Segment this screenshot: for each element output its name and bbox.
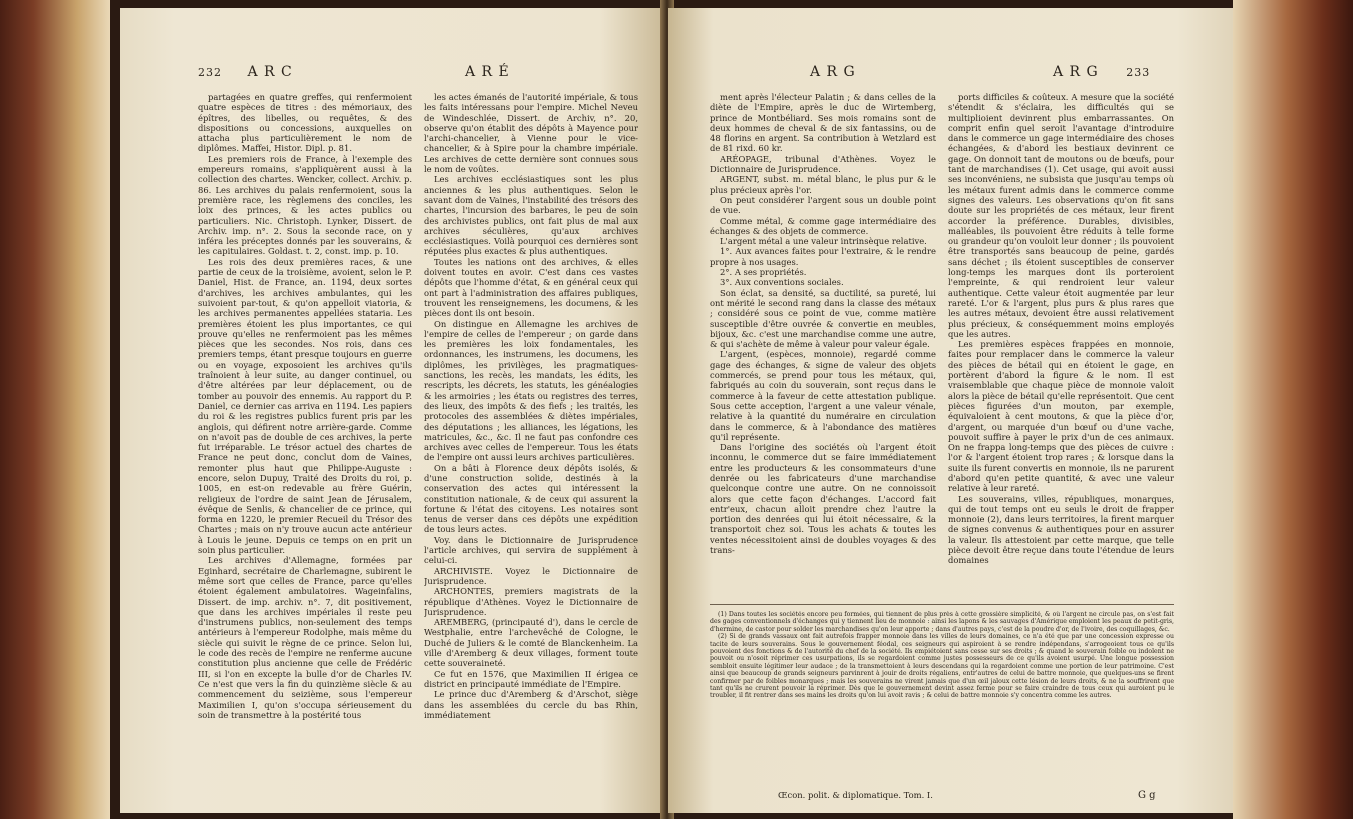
paragraph: On distingue en Allemagne les archives de l'empire de celles de l'empereur ; on garde dans les premières les loix fondamentales, les ordonnances, les instrumens, les documens, les diplômes, les privilèges, les pragmatiques-sanctions, les recès, les mandats, les édits, les rescripts, les décrets, les statuts, les généalogies & les armoiries ; les états ou registres des terres, des lieux, des impôts & des fiefs ; les traités, les protocoles des assemblées & diètes impériales, des députations ; les alliances, les légations, les matricules, &c., &c. Il ne faut pas confondre ces archives avec celles de l'empereur. Tous les états de l'empire ont aussi leurs archives particulières. — [424, 318, 638, 463]
paragraph: AREMBERG, (principauté d'), dans le cercle de Westphalie, entre l'archevêché de Cologne, le Duché de Juliers & le comté de Blanckenheim. La ville d'Aremberg & deux villages, forment toute cette souveraineté. — [424, 617, 638, 669]
paragraph: 2°. A ses propriétés. — [720, 267, 807, 278]
footnotes — [710, 611, 1174, 789]
paragraph: ARÉOPAGE, tribunal d'Athènes. Voyez le Dictionnaire de Jurisprudence. — [710, 153, 936, 175]
right-column-2 — [948, 92, 1174, 597]
right-column-1 — [710, 92, 936, 597]
right-running-head-1: A R G — [810, 64, 856, 80]
paragraph: Les premiers rois de France, à l'exemple des empereurs romains, s'appliquèrent aussi à la collection des chartes. Wencker, collect. Archiv. p. 86. Les archives du palais renfermoient, sous la première race, les règlemens des conciles, les loix des princes, & les actes publics ou particuliers. Nic. Christoph. Lynker, Dissert. de Archiv. imp. n°. 2. Sous la seconde race, on y inféra les préceptes donnés par les souverains, & les capitulaires. Goldast. t. 2, const. imp. p. 10. — [198, 153, 412, 257]
book-cover-left — [0, 0, 110, 819]
right-running-head-2: A R G — [1053, 64, 1099, 80]
paragraph: On a bâti à Florence deux dépôts isolés, & d'une construction solide, destinés à la conservation des actes qui intéressent la constitution nationale, & de ceux qui assurent la fortune & l'état des citoyens. Les notaires sont tenus de verser dans ces dépôts une expédition de tous leurs actes. — [424, 462, 638, 535]
left-page-number: 232 — [198, 66, 222, 79]
right-page — [668, 8, 1233, 813]
paragraph: partagées en quatre greffes, qui renfermoient quatre espèces de titres : des mémoriaux, des épîtres, des libelles, ou requêtes, & des dispositions ou concessions, auxquelles on attacha plus particulièrement le nom de diplômes. Maffei, Histor. Dipl. p. 81. — [198, 92, 412, 154]
paragraph: Comme métal, & comme gage intermédiaire des échanges & des objets de commerce. — [710, 215, 936, 236]
paragraph: ARCHIVISTE. Voyez le Dictionnaire de Jurisprudence. — [424, 565, 638, 586]
paragraph: Voy. dans le Dictionnaire de Jurisprudence l'article archives, qui servira de supplément à celui-ci. — [424, 534, 638, 566]
paragraph: L'argent métal a une valeur intrinsèque relative. — [720, 236, 927, 247]
footnote: (1) Dans toutes les sociétés encore peu formées, qui tiennent de plus près à cette grossière simplicité, & où l'argent ne circule pas, on s'est fait des gages conventionnels d'échanges qui y tiennent lieu de monnoie : ainsi les lapons & les sauvages d'Amérique emploient les peaux de petit-gris, d'hermine, de castor pour solder les marchandises qu'on leur apporte ; dans d'autres pays, c'est de la poudre d'or, de l'ivoire, des coquillages, &c. — [710, 611, 1174, 633]
paragraph: Dans l'origine des sociétés où l'argent étoit inconnu, le commerce dut se faire immédiatement entre les producteurs & les consommateurs d'une denrée ou les fabricateurs d'une marchandise quelconque contre une autre. On ne connoissoit alors que cette façon d'échanges. L'accord fait entr'eux, chacun alloit prendre chez l'autre la portion des denrées qui lui étoit nécessaire, & la transportoit chez soi. Tous les achats & toutes les ventes nécessitoient ainsi de doubles voyages & des trans- — [710, 442, 936, 556]
paragraph: Toutes les nations ont des archives, & elles doivent toutes en avoir. C'est dans ces vastes dépôts que l'homme d'état, & en général ceux qui ont part à l'administration des affaires publiques, trouvent les renseignemens, les documens, & les pièces dont ils ont besoin. — [424, 256, 638, 319]
paragraph: Les archives ecclésiastiques sont les plus anciennes & les plus authentiques. Selon le savant dom de Vaines, l'instabilité des trésors des chartes, l'incursion des barbares, le peu de soin des archivistes publics, ont fait plus de mal aux archives séculières, qu'aux archives ecclésiastiques. Voilà pourquoi ces dernières sont réputées plus exactes & plus authentiques. — [424, 174, 638, 257]
paragraph: 1°. Aux avances faites pour l'extraire, & le rendre propre à nos usages. — [710, 246, 936, 267]
paragraph: les actes émanés de l'autorité impériale, & tous les faits intéressans pour l'empire. Michel Neveu de Windeschlée, Dissert. de Archiv, n°. 20, observe qu'on établit des dépôts à Mayence pour l'archi-chancelier, à Vienne pour le vice-chancelier, & à Spire pour la chambre impériale. Les archives de cette dernière sont connues sous le nom de voûtes. — [424, 92, 638, 175]
paragraph: ARCHONTES, premiers magistrats de la république d'Athènes. Voyez le Dictionnaire de Jurisprudence. — [424, 586, 638, 617]
book-cover-right — [1233, 0, 1353, 819]
paragraph: Les souverains, villes, républiques, monarques, qui de tout temps ont eu seuls le droit de frapper monnoie (2), dans leurs territoires, la firent marquer de signes convenus & authentiques pour en assurer la valeur. Ils attestoient par cette marque, que telle pièce devoit être reçue dans toute l'étendue de leurs domaines — [948, 493, 1174, 566]
paragraph: Ce fut en 1576, que Maximilien II érigea ce district en principauté immédiate de l'Empire. — [424, 668, 638, 689]
paragraph: 3°. Aux conventions sociales. — [720, 277, 844, 288]
paragraph: Le prince duc d'Aremberg & d'Arschot, siège dans les assemblées du cercle du bas Rhin, immédiatement — [424, 689, 638, 720]
right-page-number: 233 — [1126, 66, 1151, 79]
paragraph: Les premières espèces frappées en monnoie, faites pour remplacer dans le commerce la valeur des pièces de bétail qui en étoient le gage, en portèrent d'abord la figure & le nom. Il est vraisemblable que chaque pièce de monnoie valoit alors la pièce de bétail qu'elle représentoit. Que cent pièces figurées d'un mouton, par exemple, équivaloient à cent moutons, & que la pièce d'or, d'argent, ou marquée d'un bœuf ou d'une vache, pouvoit suffire à payer le prix d'un de ces animaux. On ne frappa long-temps que des pièces de cuivre : l'or & l'argent étoient trop rares ; & lorsque dans la suite ils furent convertis en monnoie, ils ne parurent d'abord qu'en petite quantité, & avec une valeur relative à leur rareté. — [948, 339, 1174, 494]
left-column-1 — [198, 92, 412, 797]
left-column-2 — [424, 92, 638, 797]
paragraph: ports difficiles & coûteux. A mesure que la société s'étendit & s'éclaira, les difficultés qui se multiplioient devinrent plus embarrassantes. On comprit enfin quel seroit l'avantage d'introduire dans le commerce un gage intermédiaire des choses échangées, & d'abord les bestiaux devinrent ce gage. On donnoit tant de moutons ou de bœufs, pour tant de marchandises (1). Cet usage, qui avoit aussi ses inconvéniens, ne subsista que jusqu'au temps où les métaux furent admis dans le commerce comme signes des valeurs. Les observations qu'on fit sans doute sur les propriétés de ces métaux, leur firent accorder la préférence. Durables, divisibles, malléables, ils pouvoient être réduits à telle forme ou grandeur qu'on vouloit leur donner ; ils pouvoient être transportés sans beaucoup de peine, gardés sans déchet ; ils étoient susceptibles de conserver long-temps les marques dont ils porteroient l'empreinte, & qui rendroient leur valeur authentique. Cette valeur étoit augmentée par leur rareté. L'or & l'argent, plus purs & plus rares que les autres métaux, devoient être aussi relativement plus précieux, & conséquemment moins employés que les autres. — [948, 92, 1174, 339]
paragraph: ment après l'électeur Palatin ; & dans celles de la diète de l'Empire, après le duc de Wirtemberg, prince de Montbéliard. Ses mois romains sont de deux hommes de cheval & de six fantassins, ou de 48 florins en argent. Sa contribution à Wetzlard est de 81 rixd. 60 kr. — [710, 92, 936, 154]
left-running-head-1: A R C — [247, 64, 293, 80]
left-running-head-2: A R É — [465, 64, 510, 80]
left-page — [120, 8, 665, 813]
paragraph: L'argent, (espèces, monnoie), regardé comme gage des échanges, & signe de valeur des objets commercés, se prend pour tous les métaux, qui, fabriqués au coin du souverain, sont reçus dans le commerce à la faveur de cette attestation publique. Sous cette acception, l'argent a une valeur vénale, relative à la quantité du numéraire en circulation dans le commerce, & à l'abondance des matières qu'il représente. — [710, 349, 936, 442]
footnote-rule — [710, 604, 1174, 605]
signature-line: Œcon. polit. & diplomatique. Tom. I. — [778, 790, 933, 800]
paragraph: Son éclat, sa densité, sa ductilité, sa pureté, lui ont mérité le second rang dans la classe des métaux ; considéré sous ce point de vue, comme matière susceptible d'être ouvrée & convertie en meubles, bijoux, &c. c'est une marchandise comme une autre, & qui s'achète de même à valeur pour valeur égale. — [710, 287, 936, 350]
paragraph: Les archives d'Allemagne, formées par Eginhard, secrétaire de Charlemagne, subirent le même sort que celles de France, parce qu'elles étoient également ambulatoires. Wageinfalins, Dissert. de imp. archiv. n°. 7, dit positivement, que dans les archives impériales il reste peu d'instrumens publics, non-seulement des temps antérieurs à l'empereur Rodolphe, mais même du siècle qui suivit le règne de ce prince. Selon lui, le code des recès de l'empire ne renferme aucune constitution plus ancienne que celle de Frédéric III, si l'on en excepte la bulle d'or de Charles IV. Ce n'est que vers la fin du quinzième siècle & au commencement du seizième, sous l'empereur Maximilien I, qu'on s'occupa sérieusement du soin de transmettre à la postérité tous — [198, 555, 412, 720]
signature-mark: G g — [1138, 790, 1156, 801]
paragraph: Les rois des deux premières races, & une partie de ceux de la troisième, avoient, selon le P. Daniel, Hist. de France, an. 1194, deux sortes d'archives, les archives ambulantes, qui les suivoient par-tout, & qu'on appelloit viatoria, & les archives permanentes appellées stataria. Les premières étoient les plus importantes, ce qui prouve qu'elles ne renfermoient pas les mêmes pièces que les secondes. Nos rois, dans ces premiers temps, étant presque toujours en guerre ou en voyage, exposoient les archives qu'ils traînoient à leur suite, au danger continuel, ou d'être altérées par leur déplacement, ou de tomber au pouvoir des ennemis. Au rapport du P. Daniel, ce dernier cas arriva en 1194. Les papiers du roi & les registres publics furent pris par les anglois, qui défirent notre arrière-garde. Comme on n'avoit pas de double de ces archives, la perte fut irréparable. Le trésor actuel des chartes de France ne peut donc, conclut dom de Vaines, remonter plus haut que Philippe-Auguste : encore, selon Dupuy, Traité des Droits du roi, p. 1005, en est-on redevable au frère Guérin, religieux de l'ordre de saint Jean de Jérusalem, évêque de Senlis, & chancelier de ce prince, qui forma en 1220, le premier Recueil du Trésor des Chartes ; mais on n'y trouve aucun acte antérieur à Louis le jeune. Depuis ce temps on en prit un soin plus particulier. — [198, 256, 412, 556]
paragraph: On peut considérer l'argent sous un double point de vue. — [710, 194, 936, 216]
footnote: (2) Si de grands vassaux ont fait autrefois frapper monnoie dans les villes de leurs domaines, ce n'a été que par une concession expresse ou tacite de leurs souverains. Sous le gouvernement féodal, ces seigneurs qui aspiroient à se rendre indépendans, s'arrogeoient tous ce qu'ils pouvoient des fonctions & de l'autorité du chef de la société. Ils empiétoient sans cesse sur ses droits ; & quand le souverain foible ou indolent ne pouvoit ou n'osoit réprimer ces usurpations, ils se regardoient comme justes possesseurs de ce qu'ils avoient usurpé. Une longue possession sembloit ensuite légitimer leur audace ; de la transmettoient à leurs descendans qui la regardoient comme une portion de leur patrimoine. C'est ainsi que beaucoup de grands seigneurs parvinrent à jouir de droits régaliens, entr'autres de celui de battre monnoie, que quelques-uns se firent confirmer par de foibles monarques ; mais les souverains ne virent jamais que d'un œil jaloux cette lésion de leurs droits, & ne la souffrirent que tant qu'ils ne crurent pouvoir la réprimer. Dès que le gouvernement devint assez ferme pour se faire craindre de tous ceux qui auroient pu le troubler, il fit rentrer dans ses mains les droits qu'on lui avoit ravis ; & celui de battre monnoie s'y concentra comme les autres. — [710, 633, 1174, 700]
paragraph: ARGENT, subst. m. métal blanc, le plus pur & le plus précieux après l'or. — [710, 174, 936, 195]
